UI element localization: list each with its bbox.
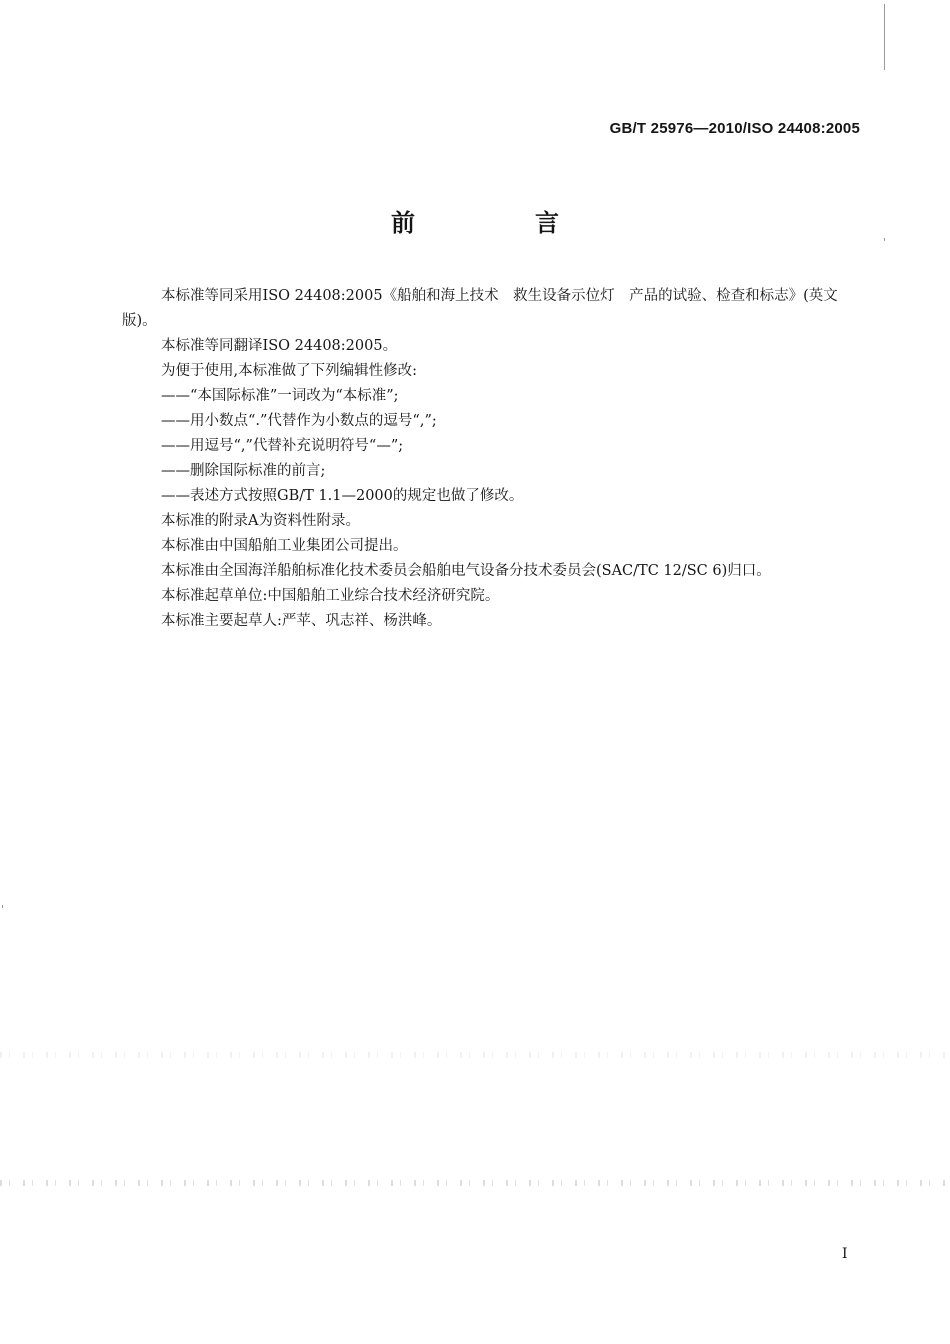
page-title: 前 言 <box>391 209 607 237</box>
scan-artifact-line <box>0 1052 950 1058</box>
paragraph-drafters: 本标准主要起草人:严苹、巩志祥、杨洪峰。 <box>161 613 442 629</box>
edit-item: ——表述方式按照GB/T 1.1—2000的规定也做了修改。 <box>161 488 524 504</box>
paragraph-drafting-unit: 本标准起草单位:中国船舶工业综合技术经济研究院。 <box>161 588 500 604</box>
edit-item: ——“本国际标准”一词改为“本标准”; <box>161 388 399 404</box>
paragraph-proposer: 本标准由中国船舶工业集团公司提出。 <box>161 538 408 554</box>
edit-item: ——用逗号“,”代替补充说明符号“—”; <box>161 438 404 454</box>
paragraph-adoption: 本标准等同采用ISO 24408:2005《船舶和海上技术 救生设备示位灯 产品的试验、检查和标志》(英文版)。 <box>122 288 838 329</box>
scan-artifact-line <box>0 1180 950 1186</box>
paragraph-edits-intro: 为便于使用,本标准做了下列编辑性修改: <box>161 363 417 379</box>
paragraph-annex: 本标准的附录A为资料性附录。 <box>161 513 360 529</box>
edit-item: ——删除国际标准的前言; <box>161 463 326 479</box>
page-number: I <box>842 1246 848 1262</box>
standard-code: GB/T 25976—2010/ISO 24408:2005 <box>609 120 860 137</box>
scan-edge-mark <box>2 905 3 908</box>
scan-edge-mark <box>884 4 885 70</box>
edit-item: ——用小数点“.”代替作为小数点的逗号“,”; <box>161 413 437 429</box>
scan-edge-mark <box>884 238 885 241</box>
foreword-body <box>122 284 872 634</box>
paragraph-translation: 本标准等同翻译ISO 24408:2005。 <box>161 338 398 354</box>
paragraph-committee: 本标准由全国海洋船舶标准化技术委员会船舶电气设备分技术委员会(SAC/TC 12/SC 6)归口。 <box>161 563 771 579</box>
